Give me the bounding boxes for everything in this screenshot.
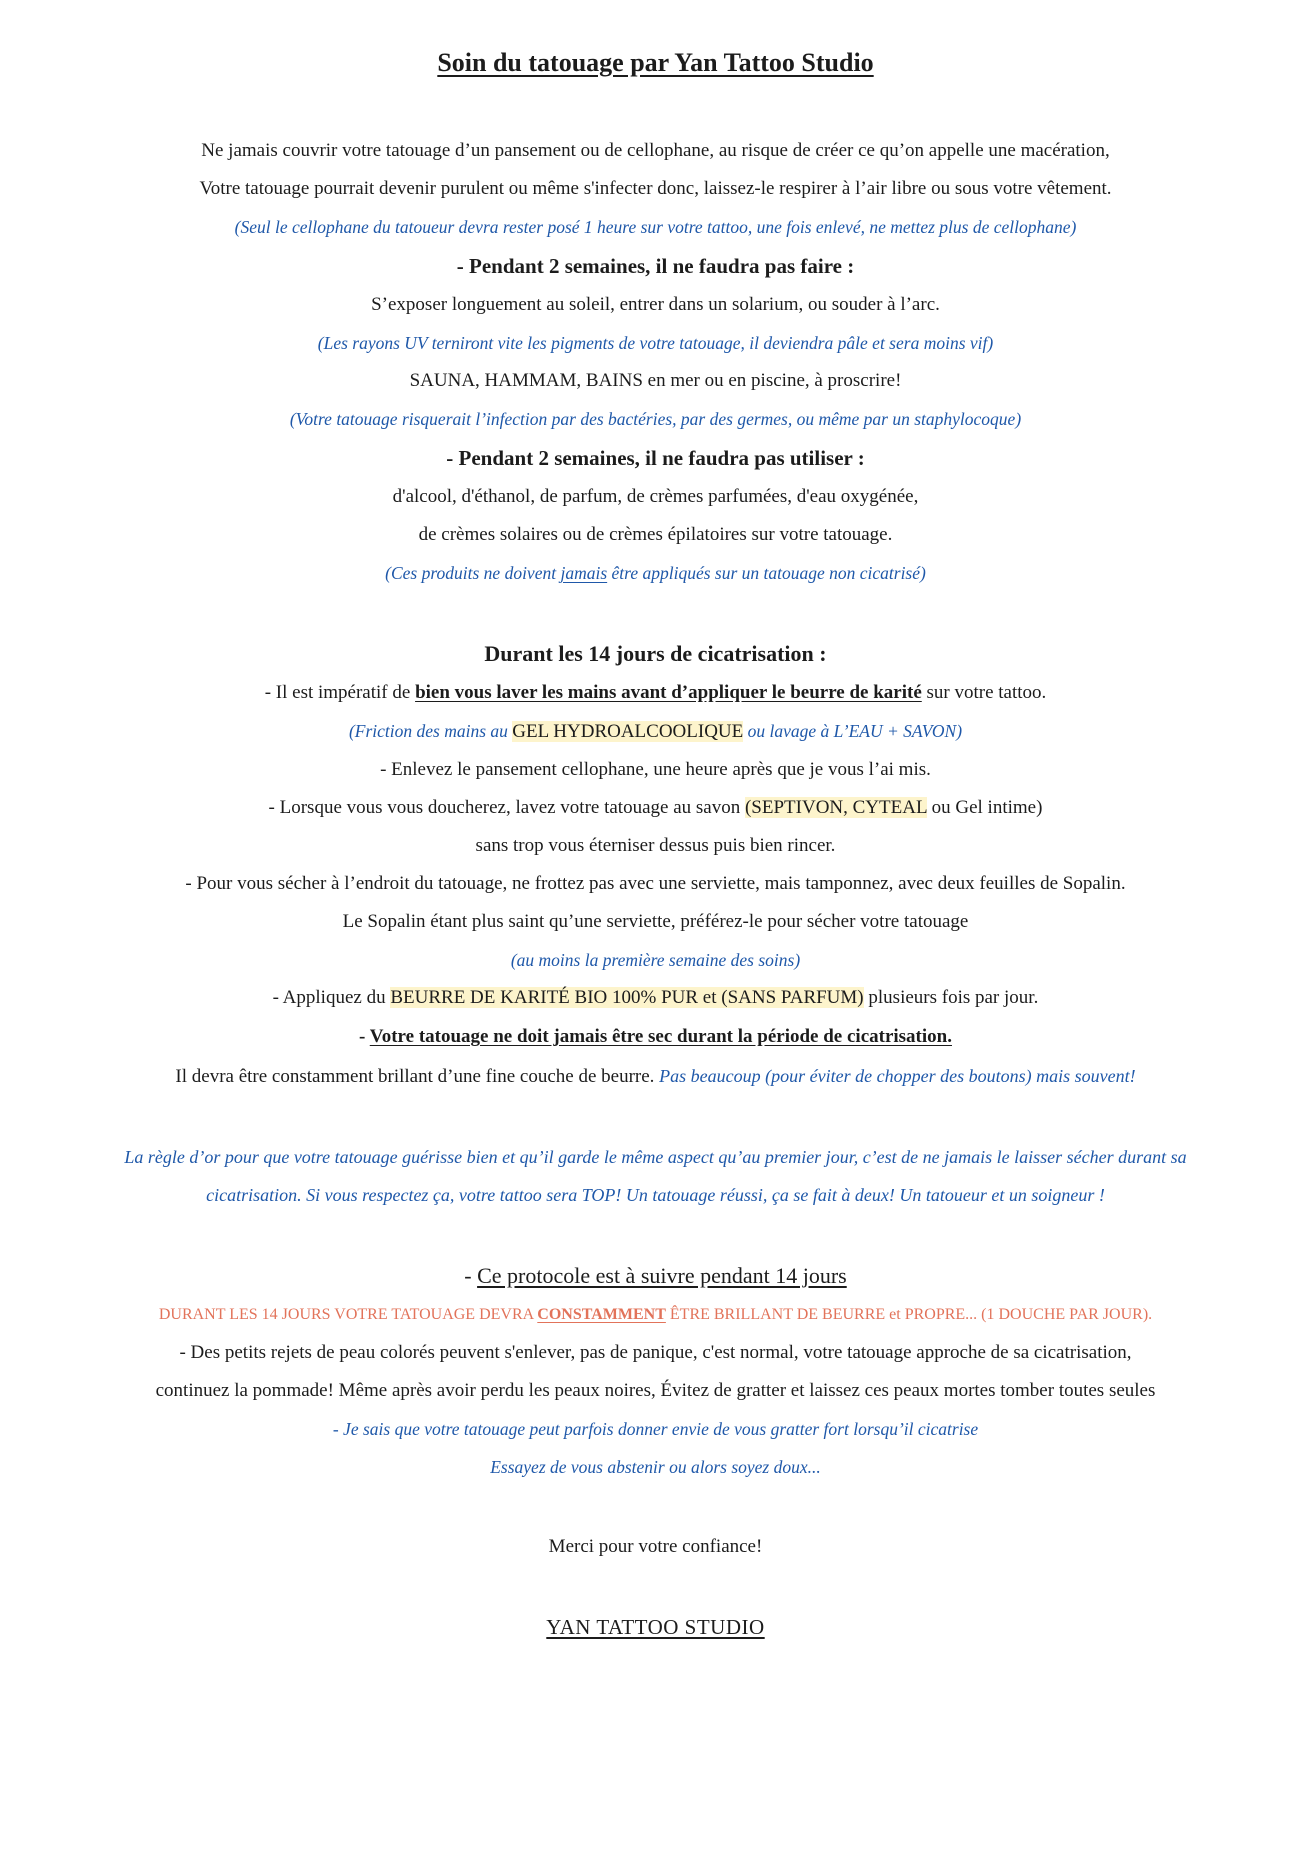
gel-text-pre: (Friction des mains au: [348, 721, 513, 741]
warn-text-pre: DURANT LES 14 JOURS VOTRE TATOUAGE DEVRA: [158, 1306, 538, 1323]
cicatrisation-line-secher: - Pour vous sécher à l’endroit du tatouage, ne frottez pas avec une serviette, mais tamponnez, avec deux feuilles de Sopalin.: [185, 873, 1126, 894]
cicatrisation-line-pansement: - Enlevez le pansement cellophane, une heure après que je vous l’ai mis.: [380, 759, 931, 780]
note-word-jamais: jamais: [560, 563, 608, 583]
apply-text-pre: - Appliquez du: [272, 987, 391, 1008]
gel-text-post: ou lavage à L’EAU + SAVON): [743, 721, 963, 741]
golden-rule-line-2: cicatrisation. Si vous respectez ça, votre tattoo sera TOP! Un tatouage réussi, ça se fait à deux! Un tatoueur et un soigneur !: [206, 1185, 1105, 1205]
protocole-warning: [40, 1296, 1271, 1334]
protocole-note-gratter: - Je sais que votre tatouage peut parfois donner envie de vous gratter fort lorsqu’il cicatrise: [332, 1419, 979, 1439]
section-heading-ne-pas-utiliser: - Pendant 2 semaines, il ne faudra pas utiliser :: [446, 446, 865, 470]
shiny-note: Pas beaucoup (pour éviter de chopper des boutons) mais souvent!: [659, 1066, 1136, 1086]
protocole-line-rejets: - Des petits rejets de peau colorés peuvent s'enlever, pas de panique, c'est normal, votre tatouage approche de sa cicatrisation,: [179, 1342, 1132, 1363]
cicatrisation-note-gel: [40, 712, 1271, 751]
shower-text-pre: - Lorsque vous vous doucherez, lavez votre tatouage au savon: [268, 797, 745, 818]
golden-rule-line-1: La règle d’or pour que votre tatouage guérisse bien et qu’il garde le même aspect qu’au premier jour, c’est de ne jamais le laisser sécher durant sa: [124, 1147, 1187, 1167]
shiny-text-pre: Il devra être constamment brillant d’une fine couche de beurre.: [175, 1066, 660, 1087]
faire-line-soleil: S’exposer longuement au soleil, entrer dans un solarium, ou souder à l’arc.: [371, 294, 940, 315]
utiliser-line-cremes: de crèmes solaires ou de crèmes épilatoires sur votre tatouage.: [418, 524, 893, 545]
faire-line-sauna: SAUNA, HAMMAM, BAINS en mer ou en piscine, à proscrire!: [409, 370, 902, 391]
shower-highlight: (SEPTIVON, CYTEAL: [744, 797, 927, 818]
utiliser-note-jamais: [40, 554, 1271, 592]
document-title: Soin du tatouage par Yan Tattoo Studio: [437, 48, 874, 77]
section-heading-cicatrisation: Durant les 14 jours de cicatrisation :: [484, 641, 827, 666]
warn-text-post: ÊTRE BRILLANT DE BEURRE et PROPRE... (1 DOUCHE PAR JOUR).: [665, 1306, 1153, 1323]
protocole-heading-text: Ce protocole est à suivre pendant 14 jours: [477, 1263, 847, 1288]
protocole-line-pommade: continuez la pommade! Même après avoir perdu les peaux noires, Évitez de gratter et laissez ces peaux mortes tomber toutes seules: [155, 1380, 1156, 1401]
protocole-note-abstenir: Essayez de vous abstenir ou alors soyez doux...: [490, 1457, 821, 1477]
section-heading-protocole: [40, 1256, 1271, 1296]
cicatrisation-line-beurre: [40, 979, 1271, 1017]
protocole-heading-dash: -: [464, 1263, 478, 1288]
cicatrisation-line-sopalin: Le Sopalin étant plus saint qu’une serviette, préférez-le pour sécher votre tatouage: [342, 911, 969, 932]
footer-studio-name: YAN TATTOO STUDIO: [546, 1615, 765, 1639]
gel-highlight: GEL HYDROALCOOLIQUE: [512, 721, 744, 742]
section-heading-ne-pas-faire: - Pendant 2 semaines, il ne faudra pas faire :: [456, 254, 855, 278]
cicatrisation-line-jamais-sec: [40, 1017, 1271, 1057]
intro-note-cellophane: (Seul le cellophane du tatoueur devra rester posé 1 heure sur votre tattoo, une fois enlevé, ne mettez plus de cellophane): [234, 217, 1077, 237]
intro-line-2: Votre tatouage pourrait devenir purulent ou même s'infecter donc, laissez-le respirer à l’air libre ou sous votre vêtement.: [199, 178, 1112, 199]
utiliser-line-alcool: d'alcool, d'éthanol, de parfum, de crèmes parfumées, d'eau oxygénée,: [392, 486, 919, 507]
cicatrisation-line-brillant: [40, 1057, 1271, 1096]
dry-main: Votre tatouage ne doit jamais être sec durant la période de cicatrisation.: [369, 1026, 952, 1047]
dry-dash: -: [359, 1026, 370, 1047]
faire-note-uv: (Les rayons UV terniront vite les pigments de votre tatouage, il deviendra pâle et sera moins vif): [317, 333, 994, 353]
warn-constamment: CONSTAMMENT: [537, 1306, 666, 1323]
wash-text-pre: - Il est impératif de: [264, 682, 416, 703]
faire-note-infection: (Votre tatouage risquerait l’infection par des bactéries, par des germes, ou même par un staphylocoque): [289, 409, 1022, 429]
note-text-post: être appliqués sur un tatouage non cicatrisé): [607, 563, 926, 583]
note-text-pre: (Ces produits ne doivent: [385, 563, 561, 583]
cicatrisation-line-douche: [40, 789, 1271, 827]
cicatrisation-line-rincer: sans trop vous éterniser dessus puis bien rincer.: [475, 835, 836, 856]
cicatrisation-line-laver-mains: [40, 674, 1271, 712]
cicatrisation-note-premiere-semaine: (au moins la première semaine des soins): [510, 950, 801, 970]
apply-text-post: plusieurs fois par jour.: [863, 987, 1039, 1008]
wash-text-bold: bien vous laver les mains avant d’appliquer le beurre de karité: [415, 682, 922, 703]
shower-text-post: ou Gel intime): [926, 797, 1043, 818]
intro-line-1: Ne jamais couvrir votre tatouage d’un pansement ou de cellophane, au risque de créer ce qu’on appelle une macération,: [201, 140, 1110, 161]
apply-highlight: BEURRE DE KARITÉ BIO 100% PUR et (SANS PARFUM): [390, 987, 864, 1008]
wash-text-post: sur votre tattoo.: [921, 682, 1047, 703]
footer-thanks: Merci pour votre confiance!: [548, 1536, 763, 1557]
